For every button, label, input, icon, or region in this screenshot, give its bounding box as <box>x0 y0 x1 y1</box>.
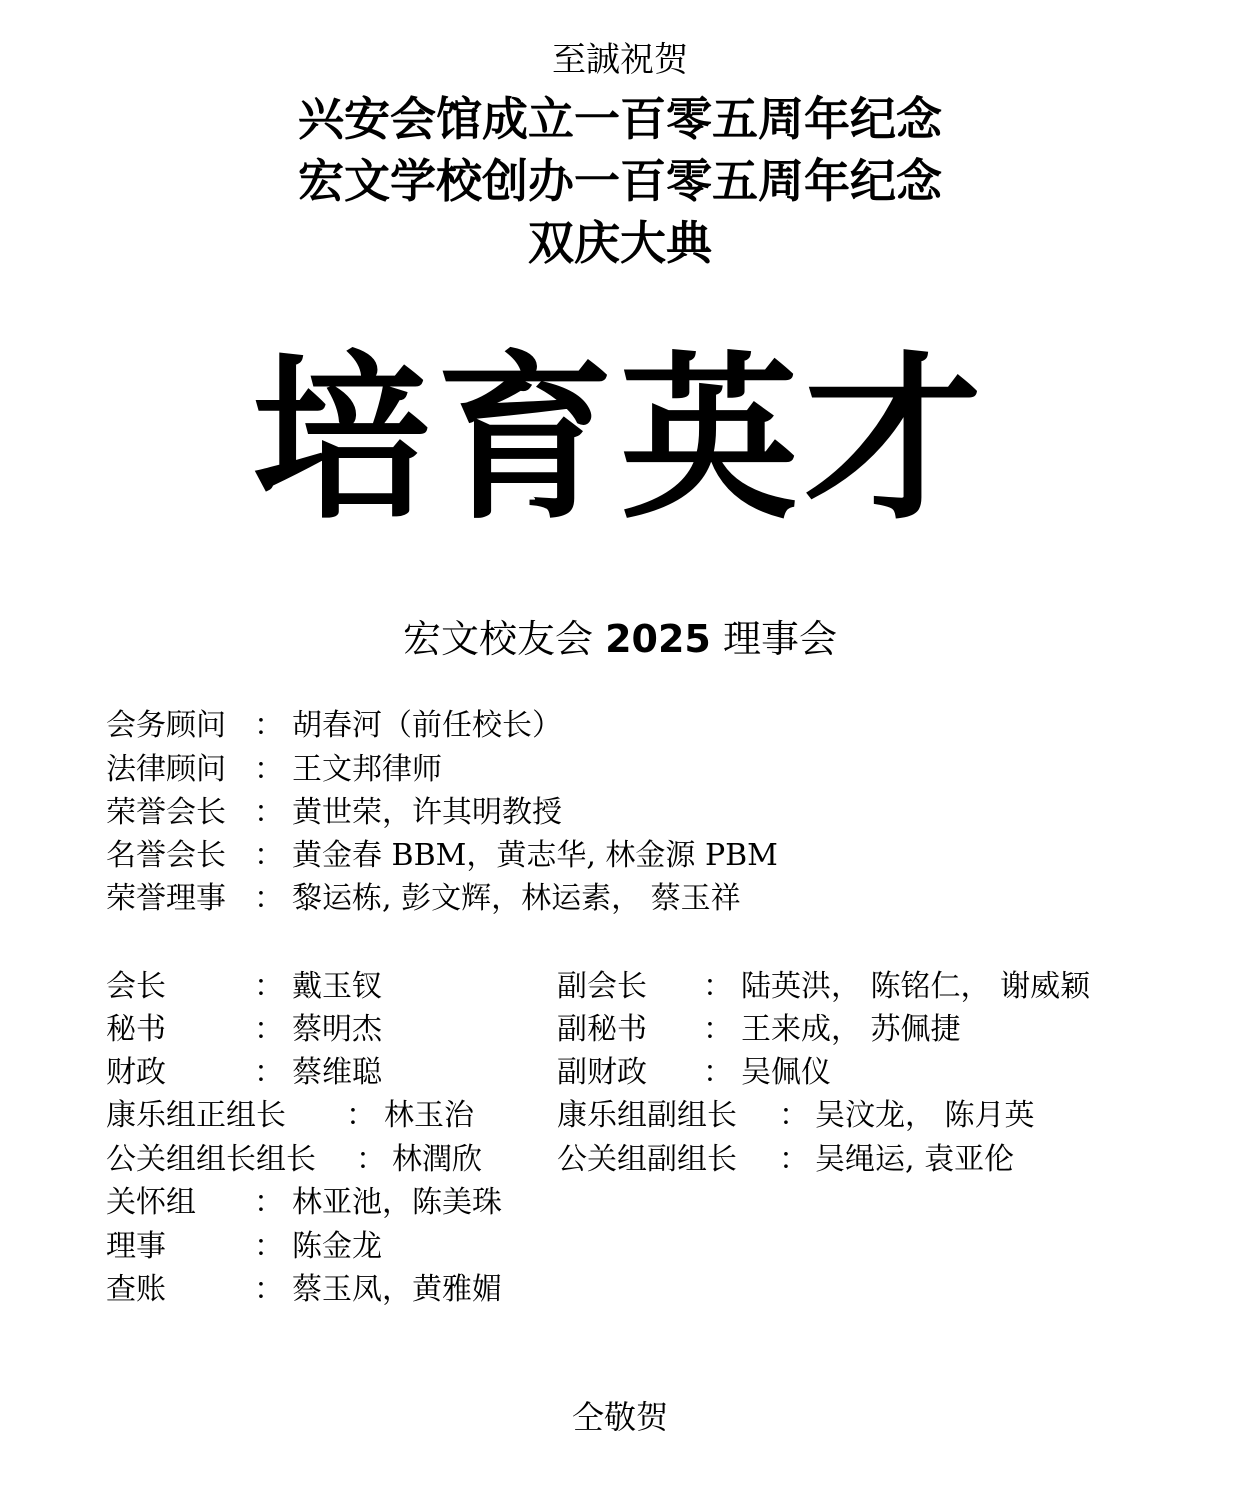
advisor-names: 王文邦律师 <box>292 752 442 787</box>
separator-colon: ： <box>703 969 733 1004</box>
advisor-role: 名誉会长 <box>106 838 226 873</box>
separator-colon: ： <box>254 752 284 787</box>
officer-names: 蔡维聪 <box>292 1055 382 1090</box>
advisor-role: 法律顾问 <box>106 752 226 787</box>
officer-role: 公关组组长组长 <box>106 1142 316 1177</box>
officer-names: 戴玉钗 <box>292 969 382 1004</box>
advisor-names: 胡春河（前任校长） <box>292 708 562 743</box>
headline-line-1: 兴安会馆成立一百零五周年纪念 <box>298 92 942 146</box>
officer-role: 秘书 <box>106 1012 166 1047</box>
officer-names: 林亚池，陈美珠 <box>292 1185 502 1220</box>
advisor-names: 黎运栋, 彭文辉，林运素， 蔡玉祥 <box>292 881 741 916</box>
officer-role: 副会长 <box>557 969 647 1004</box>
council-title-suffix: 理事会 <box>710 617 837 661</box>
separator-colon: ： <box>254 1012 284 1047</box>
officer-role: 理事 <box>106 1229 166 1264</box>
separator-colon: ： <box>254 708 284 743</box>
officer-role: 财政 <box>106 1055 166 1090</box>
council-title-prefix: 宏文校友会 <box>403 617 606 661</box>
separator-colon: ： <box>703 1055 733 1090</box>
motto-text: 培育英才 <box>252 336 988 543</box>
separator-colon: ： <box>703 1012 733 1047</box>
officer-names: 蔡玉凤，黄雅媚 <box>292 1272 502 1307</box>
officer-names: 吴汶龙， 陈月英 <box>815 1098 1035 1133</box>
officer-names: 林潤欣 <box>392 1142 482 1177</box>
officer-names: 王来成， 苏佩捷 <box>741 1012 961 1047</box>
officer-role: 公关组副组长 <box>557 1142 737 1177</box>
council-title <box>0 613 1240 665</box>
officer-names: 陆英洪， 陈铭仁， 谢威颖 <box>741 969 1091 1004</box>
separator-colon: ： <box>254 1185 284 1220</box>
officer-names: 吴佩仪 <box>741 1055 831 1090</box>
advisor-role: 荣誉理事 <box>106 881 226 916</box>
officer-role: 查账 <box>106 1272 166 1307</box>
officer-role: 会长 <box>106 969 166 1004</box>
advisor-role: 荣誉会长 <box>106 795 226 830</box>
officer-role: 康乐组副组长 <box>557 1098 737 1133</box>
closing-signature: 仝敬贺 <box>571 1398 668 1436</box>
advisor-names: 黄世荣，许其明教授 <box>292 795 562 830</box>
separator-colon: ： <box>254 838 284 873</box>
officer-role: 康乐组正组长 <box>106 1098 286 1133</box>
officer-names: 吴绳运, 袁亚伦 <box>815 1142 1015 1177</box>
separator-colon: ： <box>779 1142 809 1177</box>
officer-names: 陈金龙 <box>292 1229 382 1264</box>
council-year: 2025 <box>605 617 711 661</box>
separator-colon: ： <box>254 881 284 916</box>
separator-colon: ： <box>346 1098 376 1133</box>
greeting-text: 至誠祝贺 <box>552 40 688 80</box>
officer-names: 林玉治 <box>384 1098 474 1133</box>
headline-line-2: 宏文学校创办一百零五周年纪念 <box>298 154 942 208</box>
separator-colon: ： <box>254 795 284 830</box>
officer-role: 副秘书 <box>557 1012 647 1047</box>
separator-colon: ： <box>779 1098 809 1133</box>
officer-role: 关怀组 <box>106 1185 196 1220</box>
separator-colon: ： <box>356 1142 386 1177</box>
separator-colon: ： <box>254 1272 284 1307</box>
advisor-role: 会务顾问 <box>106 708 226 743</box>
separator-colon: ： <box>254 1229 284 1264</box>
advisor-names: 黄金春 BBM，黄志华, 林金源 PBM <box>292 838 778 873</box>
officer-names: 蔡明杰 <box>292 1012 382 1047</box>
separator-colon: ： <box>254 1055 284 1090</box>
officer-role: 副财政 <box>557 1055 647 1090</box>
separator-colon: ： <box>254 969 284 1004</box>
headline-line-3: 双庆大典 <box>528 216 712 270</box>
